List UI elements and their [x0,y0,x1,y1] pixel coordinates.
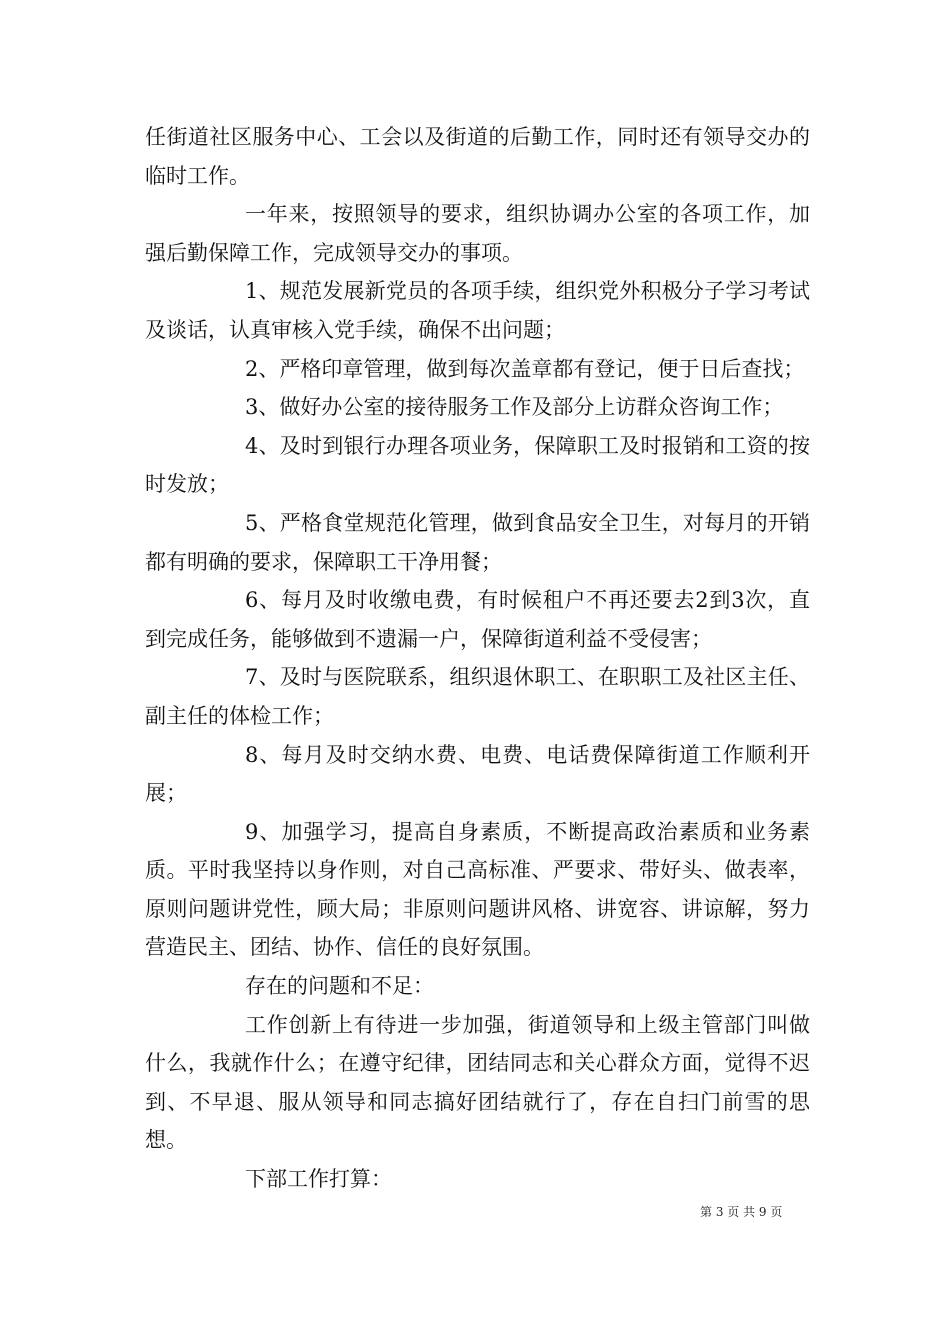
list-item-7: 7、及时与医院联系，组织退休职工、在职职工及社区主任、副主任的体检工作； [145,665,810,728]
page-number: 第 3 页 共 9 页 [700,1205,783,1219]
list-item-4: 4、及时到银行办理各项业务，保障职工及时报销和工资的按时发放； [145,433,810,497]
document-body [145,118,810,1199]
list-item-3: 3、做好办公室的接待服务工作及部分上访群众咨询工作； [245,395,784,420]
paragraph-continuation: 任街道社区服务中心、工会以及街道的后勤工作，同时还有领导交办的临时工作。 [145,125,810,188]
list-item-2: 2、严格印章管理，做到每次盖章都有登记，便于日后查找； [245,356,805,381]
paragraph-problems: 工作创新上有待进一步加强，街道领导和上级主管部门叫做什么，我就作什么；在遵守纪律，团结同志和关心群众方面，觉得不迟到、不早退、服从领导和同志搞好团结就行了，存在自扫门前雪的思想。 [145,1012,810,1153]
section-heading-next-plan: 下部工作打算： [245,1167,392,1192]
list-item-1: 1、规范发展新党员的各项手续，组织党外积极分子学习考试及谈话，认真审核入党手续，确保不出问题； [145,279,810,342]
paragraph-intro: 一年来，按照领导的要求，组织协调办公室的各项工作，加强后勤保障工作，完成领导交办的事项。 [145,202,810,265]
list-item-9: 9、加强学习，提高自身素质，不断提高政治素质和业务素质。平时我坚持以身作则，对自己高标准、严要求、带好头、做表率，原则问题讲党性，顾大局；非原则问题讲风格、讲宽容、讲谅解，努力营造民主、团结、协作、信任的良好氛围。 [145,819,810,960]
list-item-8: 8、每月及时交纳水费、电费、电话费保障街道工作顺利开展； [145,742,810,806]
list-item-5: 5、严格食堂规范化管理，做到食品安全卫生，对每月的开销都有明确的要求，保障职工干净用餐； [145,510,810,574]
section-heading-problems: 存在的问题和不足： [245,974,434,999]
list-item-6: 6、每月及时收缴电费，有时候租户不再还要去2到3次，直到完成任务，能够做到不遗漏一户，保障街道利益不受侵害； [145,588,810,651]
